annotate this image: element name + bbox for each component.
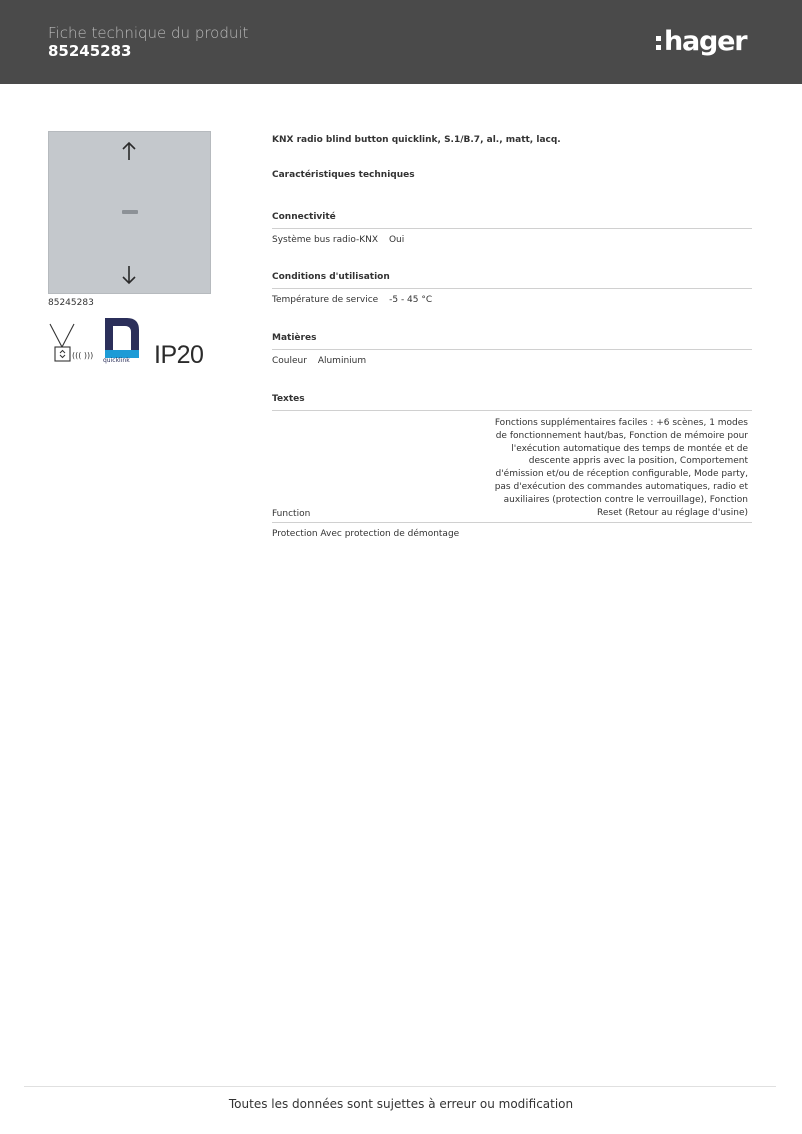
section-connectivite (272, 212, 752, 245)
arrow-up-icon (119, 140, 139, 162)
spec-value: Aluminium (317, 356, 367, 366)
spec-label: Couleur (272, 356, 307, 366)
spec-value: -5 - 45 °C (389, 295, 433, 305)
spec-value: Avec protection de démontage (320, 529, 460, 540)
footer-disclaimer: Toutes les données sont sujettes à erreur ou modification (228, 1097, 574, 1111)
hager-logo[interactable] (656, 24, 746, 58)
spec-row-protection (272, 523, 752, 539)
section-textes (272, 394, 752, 539)
spec-row (272, 289, 752, 305)
spec-row-function (272, 411, 752, 523)
spec-label: Température de service (272, 295, 379, 305)
product-reference: 85245283 (48, 298, 94, 308)
spec-row (272, 229, 752, 245)
section-title: Connectivité (272, 212, 752, 229)
page-header (0, 0, 802, 84)
logo-wordmark: hager (664, 25, 747, 57)
document-type: Fiche technique du produit (48, 24, 249, 42)
product-code: 85245283 (48, 42, 132, 60)
ip-rating: IP20 (154, 341, 204, 369)
led-indicator (122, 210, 138, 214)
spec-label: Function (272, 509, 311, 520)
section-matieres (272, 333, 752, 366)
spec-row (272, 350, 752, 366)
product-title: KNX radio blind button quicklink, S.1/B.7, al., matt, lacq. (272, 135, 561, 145)
spec-value: Oui (388, 235, 405, 245)
svg-text:((( ))): ((( ))) (72, 351, 94, 360)
footer-divider (24, 1086, 776, 1087)
spec-label: Système bus radio-KNX (272, 235, 379, 245)
arrow-down-icon (119, 264, 139, 286)
product-image (48, 131, 211, 294)
specifications (272, 135, 752, 540)
section-title: Textes (272, 394, 752, 411)
specs-heading: Caractéristiques techniques (272, 170, 415, 180)
section-conditions (272, 272, 752, 305)
spec-value: Fonctions supplémentaires faciles : +6 scènes, 1 modes de fonctionnement haut/bas, Fonction de mémoire pour l'exécution automatique des temps de montée et de descente appris avec la position, Comportement d'émission et/ou de réception configurable, Mode party, pas d'exécution des commandes automatiques, radio et auxiliaires (protection contre le verrouillage), Fonction Reset (Retour au réglage d'usine) (494, 418, 748, 518)
quicklink-label: quicklink (103, 357, 130, 364)
spec-label: Protection (272, 529, 318, 540)
section-title: Conditions d'utilisation (272, 272, 752, 289)
section-title: Matières (272, 333, 752, 350)
logo-dots (656, 36, 661, 50)
